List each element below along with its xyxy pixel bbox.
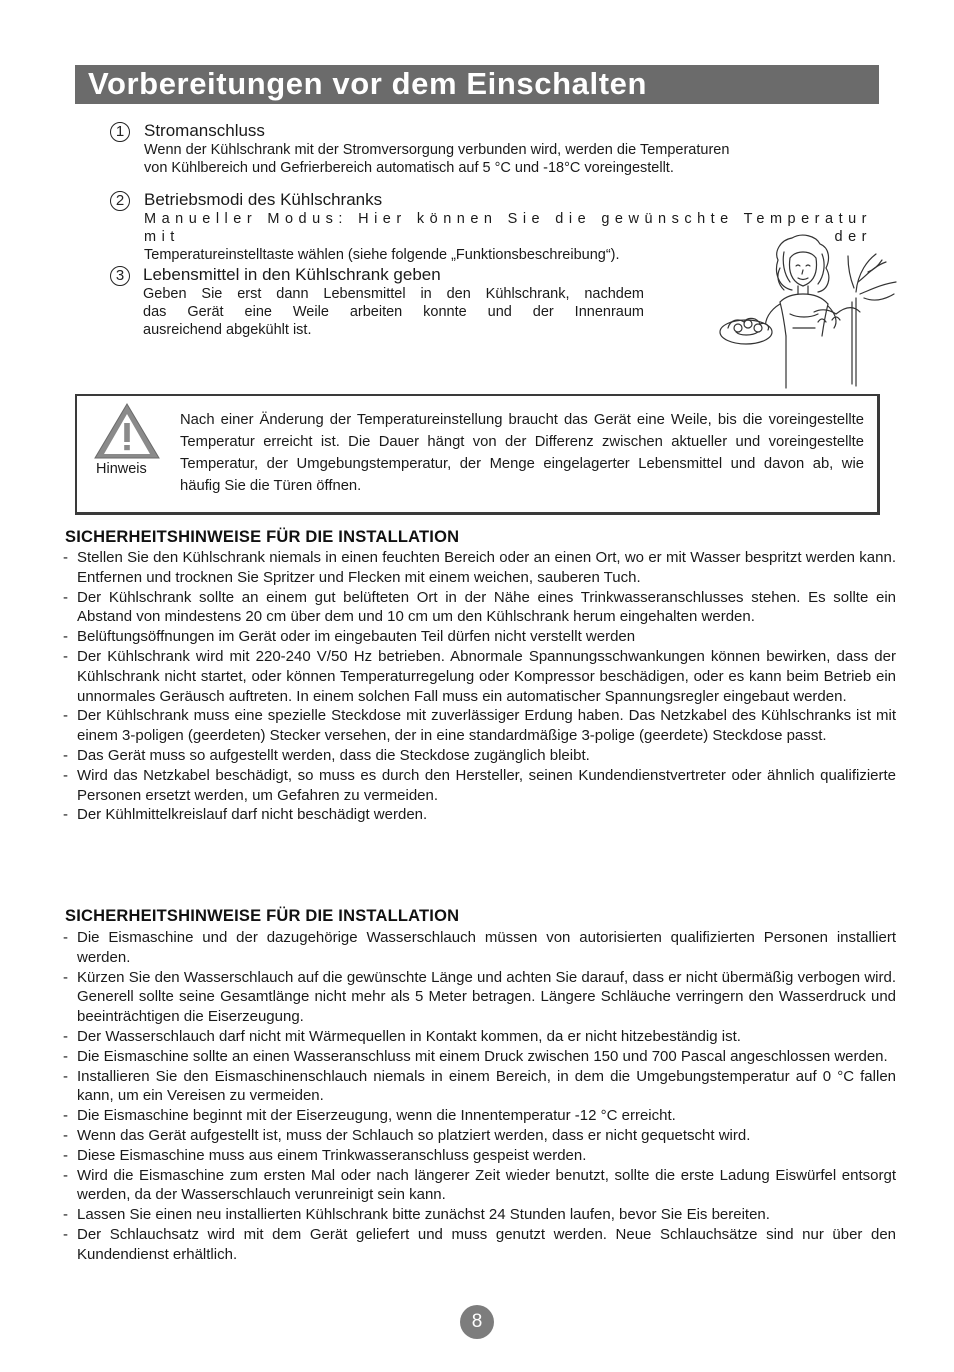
list-item: - Der Kühlschrank sollte an einem gut belüfteten Ort in der Nähe eines Trinkwasseranschlusses stehen. Es sollte ein Abstand von mindestens 20 cm über dem und 10 cm um den Kühlschrank herum eingehalten werden. [62,588,896,628]
step-body [144,141,864,177]
list-item: - Der Wasserschlauch darf nicht mit Wärmequellen in Kontakt kommen, da er nicht hitzebeständig ist. [62,1027,896,1047]
list-item: - Kürzen Sie den Wasserschlauch auf die gewünschte Länge und achten Sie darauf, dass er nicht übermäßig verbogen wird. Generell sollte seine Gesamtlänge nicht mehr als 5 Meter betragen. Längere Schläuche verringern den Wasserdruck und beeinträchtigen die Eiserzeugung. [62,968,896,1027]
step-line: Manueller Modus: Hier können Sie die gewünschte Temperatur mit der [144,211,872,245]
list-item: - Diese Eismaschine muss aus einem Trinkwasseranschluss gespeist werden. [62,1146,896,1166]
step-body [143,285,644,339]
step-heading: Lebensmittel in den Kühlschrank geben [143,265,441,284]
note-label: Hinweis [96,461,147,477]
list-item: - Der Schlauchsatz wird mit dem Gerät geliefert und muss genutzt werden. Neue Schlauchsätze sind nur über den Kundendienst erhältlich. [62,1225,896,1265]
step-line: Wenn der Kühlschrank mit der Stromversorgung verbunden wird, werden die Temperaturen [144,142,730,158]
list-item: - Belüftungsöffnungen im Gerät oder im eingebauten Teil dürfen nicht verstellt werden [62,627,896,647]
list-item: - Lassen Sie einen neu installierten Kühlschrank bitte zunächst 24 Stunden laufen, bevor Sie Eis bereiten. [62,1205,896,1225]
step-heading: Stromanschluss [144,121,265,140]
step-number: 1 [110,122,130,142]
woman-with-food-tray-illustration [718,232,900,390]
step-line: ausreichend abgekühlt ist. [143,322,312,338]
note-text: Nach einer Änderung der Temperatureinstellung braucht das Gerät eine Weile, bis die voreingestellte Temperatur erreicht ist. Die Dauer hängt von der Differenz zwischen aktueller und voreingestellte Temperatur, der Umgebungstemperatur, der Menge eingelagerter Lebensmittel und davon ab, wie häufig Sie die Türen öffnen. [180,412,864,494]
list-item: - Stellen Sie den Kühlschrank niemals in einen feuchten Bereich oder an einen Ort, wo er mit Wasser bespritzt werden kann. Entfernen und trocknen Sie Spritzer und Flecken mit einem weichen, sauberen Tuch. [62,548,896,588]
page-number: 8 [460,1305,494,1339]
step-line: von Kühlbereich und Gefrierbereich automatisch auf 5 °C und -18°C voreingestellt. [144,160,674,176]
note-box [75,394,880,515]
list-item: - Wird das Netzkabel beschädigt, so muss es durch den Hersteller, seinen Kundendienstvertreter oder ähnlich qualifizierte Personen ersetzt werden, um Gefahren zu vermeiden. [62,766,896,806]
list-item: - Die Eismaschine sollte an einen Wasseranschluss mit einem Druck zwischen 150 und 700 Pascal angeschlossen werden. [62,1047,896,1067]
list-item: - Wird die Eismaschine zum ersten Mal oder nach längerer Zeit wieder benutzt, sollte die erste Ladung Eiswürfel entsorgt werden, da der Wasserschlauch verunreinigt sein kann. [62,1166,896,1206]
list-item: - Das Gerät muss so aufgestellt werden, dass die Steckdose zugänglich bleibt. [62,746,896,766]
step-line: Temperatureinstelltaste wählen (siehe folgende „Funktionsbeschreibung“). [144,247,620,263]
step-line: Geben Sie erst dann Lebensmittel in den Kühlschrank, nachdem [143,286,644,302]
safety-list-installation [62,548,896,825]
section-heading: SICHERHEITSHINWEISE FÜR DIE INSTALLATION [65,907,460,925]
title-bar [75,65,879,104]
step-number: 3 [110,266,130,286]
list-item: - Installieren Sie den Eismaschinenschlauch niemals in einem Bereich, in dem die Umgebungstemperatur auf 0 °C fallen kann, um ein Vereisen zu vermeiden. [62,1067,896,1107]
page-title: Vorbereitungen vor dem Einschalten [88,66,647,101]
step-number: 2 [110,191,130,211]
list-item: - Der Kühlschrank wird mit 220-240 V/50 Hz betrieben. Abnormale Spannungsschwankungen können bewirken, dass der Kühlschrank nicht startet, oder können Temperaturregelung oder Kompressor beschädigen, oder es kann beim Betrieb ein unnormales Geräusch auftreten. In einem solchen Fall muss ein automatischer Spannungsregler eingebaut werden. [62,647,896,706]
step-heading: Betriebsmodi des Kühlschranks [144,190,383,209]
step-line: das Gerät eine Weile arbeiten konnte und der Innenraum [143,304,644,320]
warning-triangle-icon [92,401,162,461]
list-item: - Der Kühlschrank muss eine spezielle Steckdose mit zuverlässiger Erdung haben. Das Netzkabel des Kühlschranks ist mit einem 3-poligen (geerdeten) Stecker versehen, der in eine standardmäßige 3-polige (geerdete) Steckdose passt. [62,706,896,746]
list-item: - Der Kühlmittelkreislauf darf nicht beschädigt werden. [62,805,896,825]
list-item: - Die Eismaschine und der dazugehörige Wasserschlauch müssen von autorisierten qualifizierten Personen installiert werden. [62,928,896,968]
section-heading: SICHERHEITSHINWEISE FÜR DIE INSTALLATION [65,528,460,546]
list-item: - Wenn das Gerät aufgestellt ist, muss der Schlauch so platziert werden, dass er nicht gequetscht wird. [62,1126,896,1146]
list-item: - Die Eismaschine beginnt mit der Eiserzeugung, wenn die Innentemperatur -12 °C erreicht. [62,1106,896,1126]
safety-list-icemaker [62,928,896,1265]
